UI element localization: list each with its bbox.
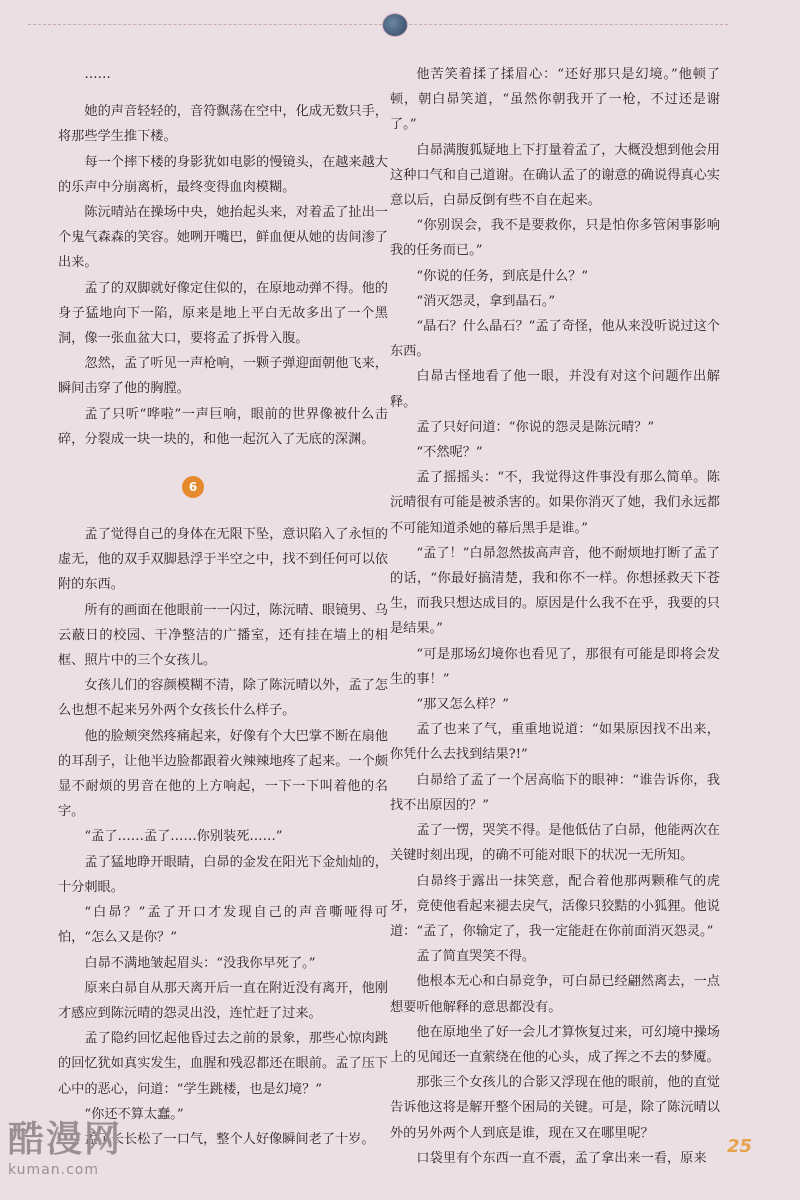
paragraph: “孟了……孟了……你别装死……” — [84, 829, 283, 845]
paragraph: 孟了的双脚就好像定住似的，在原地动弹不得。他的身子猛地向下一陷，原来是地上平白无故多出了一个黑洞，像一张血盆大口，要将孟了拆骨入腹。 — [58, 280, 388, 347]
left-column — [58, 62, 388, 1152]
right-column — [390, 62, 720, 1171]
paragraph: 白昴给了孟了一个居高临下的眼神：“谁告诉你，我找不出原因的？” — [390, 772, 720, 813]
paragraph: “白昴？”孟了开口才发现自己的声音嘶哑得可怕，“怎么又是你？” — [58, 905, 388, 946]
paragraph: 每一个摔下楼的身影犹如电影的慢镜头，在越来越大的乐声中分崩离析，最终变得血肉模糊。 — [58, 154, 388, 195]
paragraph: 白昴满腹狐疑地上下打量着孟了，大概没想到他会用这种口气和自己道谢。在确认孟了的谢意的确说得真心实意以后，白昴反倒有些不自在起来。 — [390, 142, 720, 209]
chapter-break — [58, 452, 388, 522]
paragraph: 孟了摇摇头：“不，我觉得这件事没有那么简单。陈沅晴很有可能是被杀害的。如果你消灭了她，我们永远都不可能知道杀她的幕后黑手是谁。” — [390, 470, 720, 536]
paragraph: 口袋里有个东西一直不震，孟了拿出来一看，原来 — [416, 1150, 707, 1166]
paragraph: “孟了！”白昴忽然拔高声音，他不耐烦地打断了孟了的话，“你最好搞清楚，我和你不一样。你想拯救天下苍生，而我只想达成目的。原因是什么我不在乎，我要的只是结果。” — [390, 545, 720, 637]
globe-ornament-icon — [382, 13, 408, 37]
chapter-number-badge: 6 — [182, 476, 204, 498]
paragraph: 他在原地坐了好一会儿才算恢复过来，可幻境中操场上的见闻还一直萦绕在他的心头，成了挥之不去的梦魇。 — [390, 1024, 720, 1065]
watermark-url: kuman.com — [8, 1162, 99, 1178]
paragraph: 她的声音轻轻的，音符飘荡在空中，化成无数只手，将那些学生推下楼。 — [58, 104, 388, 145]
paragraph: 女孩儿们的容颜模糊不清，除了陈沅晴以外，孟了怎么也想不起来另外两个女孩长什么样子。 — [58, 678, 388, 719]
paragraph: “你说的任务，到底是什么？” — [416, 268, 589, 284]
paragraph: “可是那场幻境你也看见了，那很有可能是即将会发生的事！” — [390, 646, 720, 687]
paragraph: 孟了只好问道：“你说的怨灵是陈沅晴？” — [416, 419, 655, 435]
paragraph: 孟了只听“哗啦”一声巨响，眼前的世界像被什么击碎，分裂成一块一块的，和他一起沉入了无底的深渊。 — [58, 406, 388, 447]
paragraph: 原来白昴自从那天离开后一直在附近没有离开，他刚才感应到陈沅晴的怨灵出没，连忙赶了过来。 — [58, 980, 388, 1021]
paragraph: 那张三个女孩儿的合影又浮现在他的眼前，他的直觉告诉他这将是解开整个困局的关键。可是，除了陈沅晴以外的另外两个人到底是谁，现在又在哪里呢？ — [390, 1075, 720, 1141]
page-number: 25 — [727, 1136, 753, 1157]
paragraph: 孟了也来了气，重重地说道：“如果原因找不出来，你凭什么去找到结果?!” — [390, 722, 720, 763]
paragraph: “那又怎么样？” — [416, 697, 509, 713]
paragraph: “消灭怨灵，拿到晶石。” — [416, 293, 556, 309]
paragraph: 陈沅晴站在操场中央，她抬起头来，对着孟了扯出一个鬼气森森的笑容。她咧开嘴巴，鲜血便从她的齿间渗了出来。 — [58, 205, 388, 271]
paragraph: “不然呢？” — [416, 445, 483, 461]
paragraph: 他的脸颊突然疼痛起来，好像有个大巴掌不断在扇他的耳刮子，让他半边脸都跟着火辣辣地疼了起来。一个颇显不耐烦的男音在他的上方响起，一下一下叫着他的名字。 — [58, 728, 388, 820]
paragraph: 孟了觉得自己的身体在无限下坠，意识陷入了永恒的虚无，他的双手双脚悬浮于半空之中，找不到任何可以依附的东西。 — [58, 527, 388, 593]
paragraph: 白昴终于露出一抹笑意，配合着他那两颗稚气的虎牙，竟使他看起来褪去戾气，活像只狡黠的小狐狸。他说道：“孟了，你输定了，我一定能赶在你前面消灭怨灵。” — [390, 873, 720, 939]
paragraph: “你别误会，我不是要救你，只是怕你多管闲事影响我的任务而已。” — [390, 218, 720, 259]
paragraph: 孟了隐约回忆起他昏过去之前的景象，那些心惊肉跳的回忆犹如真实发生，血腥和残忍都还在眼前。孟了压下心中的恶心，问道：“学生跳楼，也是幻境？” — [58, 1031, 388, 1097]
site-watermark — [8, 1118, 122, 1178]
paragraph: 白昴不满地皱起眉头：“没我你早死了。” — [84, 955, 316, 971]
ellipsis-line: …… — [84, 67, 111, 82]
top-dashed-rule — [28, 24, 728, 25]
paragraph: 他苦笑着揉了揉眉心：“还好那只是幻境。”他顿了顿，朝白昴笑道，“虽然你朝我开了一枪，不过还是谢了。” — [390, 67, 720, 133]
paragraph: 忽然，孟了听见一声枪响，一颗子弹迎面朝他飞来，瞬间击穿了他的胸膛。 — [58, 356, 388, 397]
paragraph: 他根本无心和白昴竞争，可白昴已经翩然离去，一点想要听他解释的意思都没有。 — [390, 974, 720, 1015]
paragraph: 孟了一愣，哭笑不得。是他低估了白昴，他能两次在关键时刻出现，的确不可能对眼下的状况一无所知。 — [390, 823, 720, 864]
paragraph: 孟了猛地睁开眼睛，白昴的金发在阳光下金灿灿的，十分刺眼。 — [58, 854, 388, 895]
watermark-logo: 酷漫网 — [8, 1119, 123, 1160]
paragraph: “晶石？什么晶石？”孟了奇怪，他从来没听说过这个东西。 — [390, 319, 720, 360]
paragraph: 孟了长长松了一口气，整个人好像瞬间老了十岁。 — [84, 1131, 375, 1147]
paragraph: “你还不算太蠢。” — [84, 1106, 184, 1122]
paragraph: 孟了简直哭笑不得。 — [416, 949, 536, 965]
paragraph: 所有的画面在他眼前一一闪过，陈沅晴、眼镜男、乌云蔽日的校园、干净整洁的广播室，还有挂在墙上的相框、照片中的三个女孩儿。 — [58, 602, 388, 669]
paragraph: 白昴古怪地看了他一眼，并没有对这个问题作出解释。 — [390, 369, 720, 410]
